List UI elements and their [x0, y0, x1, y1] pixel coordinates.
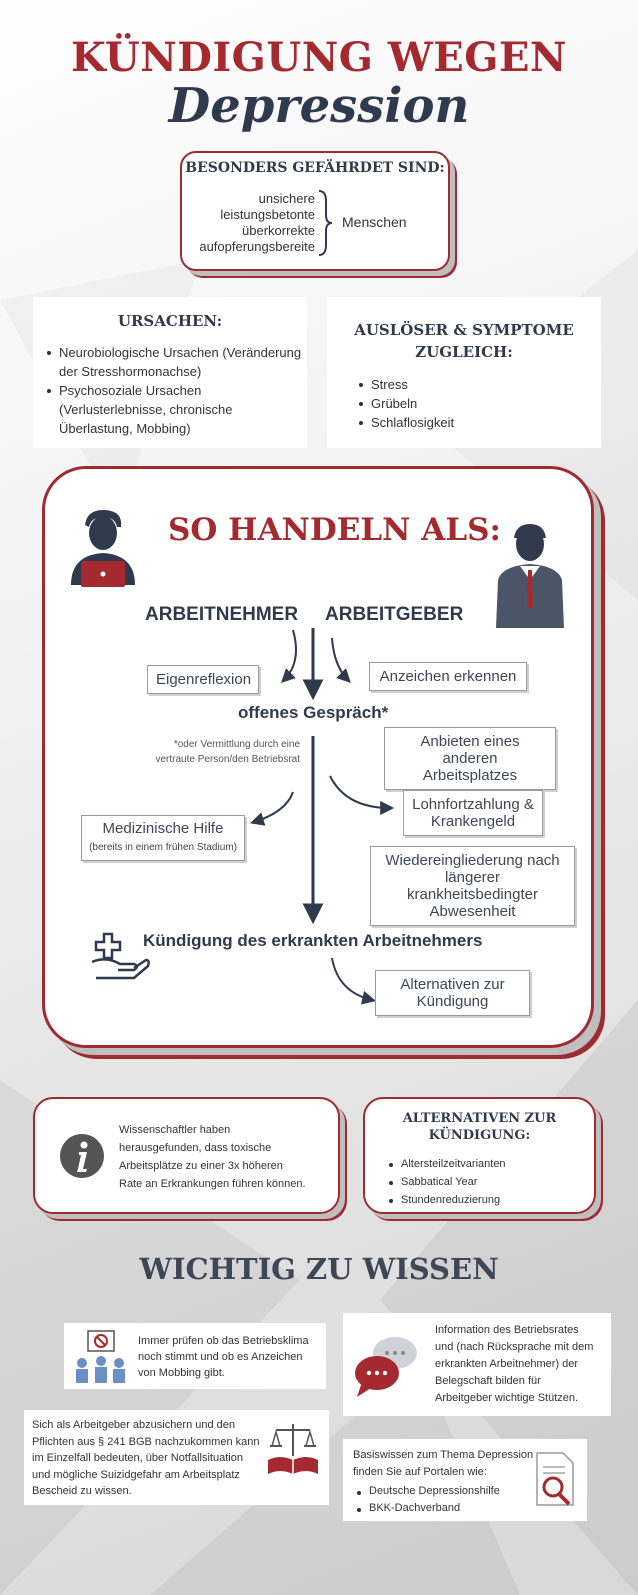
trait: aufopferungsbereite [199, 239, 315, 254]
medical-help-label: Medizinische Hilfe [102, 820, 224, 837]
chat-bubbles-icon [351, 1335, 421, 1399]
wichtig-heading: WICHTIG ZU WISSEN [139, 1252, 499, 1286]
duties-line: im Einzelfall bedeuten, über Notfallsituation [32, 1452, 243, 1464]
info-box [33, 1097, 340, 1214]
climate-text [138, 1333, 309, 1381]
list-item: BKK-Dachverband [355, 1500, 500, 1517]
alternatives-box [363, 1097, 596, 1214]
alternatives-line1: Alternativen zur [400, 976, 505, 993]
climate-line: Immer prüfen ob das Betriebsklima [138, 1335, 309, 1347]
caring-hand-icon [90, 930, 150, 980]
reintegration-line3: Abwesenheit [429, 903, 516, 920]
alternatives-line2: Kündigung [416, 993, 489, 1010]
alternatives-heading-line2: KÜNDIGUNG: [428, 1128, 531, 1143]
council-line: Arbeitgeber wichtige Stützen. [435, 1392, 579, 1404]
info-line: Arbeitsplätze zu einer 3x höheren [119, 1160, 283, 1172]
info-line: Rate an Erkrankungen führen können. [119, 1178, 306, 1190]
council-line: und (nach Rücksprache mit dem [435, 1341, 594, 1353]
council-line: Belegschaft bilden für [435, 1375, 541, 1387]
law-scales-book-icon [264, 1420, 322, 1478]
reintegration-line2: längerer krankheitsbedingter [407, 869, 538, 903]
causes-heading: URSACHEN: [117, 312, 223, 330]
list-item: Psychosoziale Ursachen (Verlusterlebnisse, chronische Überlastung, Mobbing) [45, 381, 303, 438]
info-icon [59, 1133, 105, 1179]
step-medical-help [81, 815, 245, 861]
list-item: Stundenreduzierung [387, 1191, 506, 1209]
at-risk-noun: Menschen [342, 214, 407, 230]
title-line2: Depression [168, 78, 470, 134]
footnote-line2: vertraute Person/den Betriebsrat [155, 754, 300, 765]
info-text [119, 1121, 306, 1193]
basics-line: finden Sie auf Portalen wie: [353, 1466, 487, 1478]
title-line1: KÜNDIGUNG WEGEN [71, 34, 567, 81]
basics-text [353, 1447, 533, 1481]
triggers-heading-line1: AUSLÖSER & SYMPTOME [354, 321, 574, 339]
info-line: herausgefunden, dass toxische [119, 1142, 272, 1154]
employee-label: ARBEITNEHMER [145, 604, 299, 625]
medical-help-note: (bereits in einem frühen Stadium) [89, 842, 237, 853]
sick-pay-line2: Krankengeld [430, 813, 516, 830]
other-job-line1: Anbieten eines anderen [420, 733, 520, 767]
climate-line: von Mobbing gibt. [138, 1367, 225, 1379]
step-termination: Kündigung des erkrankten Arbeitnehmers [143, 931, 483, 950]
step-reintegration [370, 846, 575, 926]
duties-line: Pflichten aus § 241 BGB nachzukommen kann [32, 1435, 260, 1448]
list-item: Grübeln [357, 394, 454, 413]
list-item: Altersteilzeitvarianten [387, 1155, 506, 1173]
step-alternatives [375, 970, 530, 1016]
step-sick-pay [403, 790, 543, 836]
step-other-job [384, 727, 556, 790]
list-item: Schlaflosigkeit [357, 413, 454, 432]
footnote [118, 737, 300, 767]
climate-line: noch stimmt und ob es Anzeichen [138, 1351, 303, 1363]
council-line: erkrankten Arbeitnehmer) der [435, 1358, 579, 1370]
reintegration-line1: Wiedereingliederung nach [385, 852, 560, 869]
alternatives-heading-line1: ALTERNATIVEN ZUR [402, 1111, 557, 1126]
other-job-line2: Arbeitsplatzes [422, 767, 518, 784]
council-text [435, 1322, 593, 1407]
footnote-line1: *oder Vermittlung durch eine [173, 739, 300, 750]
list-item: Deutsche Depressionshilfe [355, 1483, 500, 1500]
protest-sign-icon [72, 1329, 128, 1385]
council-box [343, 1313, 611, 1416]
step-open-talk: offenes Gespräch* [238, 703, 389, 722]
sick-pay-line1: Lohnfortzahlung & [412, 796, 534, 813]
at-risk-heading: BESONDERS GEFÄHRDET SIND: [185, 160, 445, 176]
triggers-heading-line2: ZUGLEICH: [415, 343, 513, 361]
basics-list [355, 1483, 500, 1517]
council-line: Information des Betriebsrates [435, 1324, 579, 1336]
basics-line: Basiswissen zum Thema Depression [353, 1449, 534, 1461]
duties-line: Bescheid zu wissen. [32, 1485, 132, 1497]
list-item: Stress [357, 375, 454, 394]
document-search-icon [533, 1451, 579, 1509]
alternatives-list [387, 1155, 506, 1209]
basics-box [343, 1439, 587, 1521]
duties-line: und mögliche Suizidgefahr am Arbeitsplatz [32, 1468, 240, 1481]
trait: leistungsbetonte [220, 207, 315, 222]
step-recognize-signs: Anzeichen erkennen [369, 662, 527, 691]
duties-text [32, 1417, 259, 1500]
duties-box [24, 1410, 329, 1505]
step-self-reflection: Eigenreflexion [147, 665, 259, 694]
info-line: Wissenschaftler haben [119, 1124, 231, 1136]
list-item: Neurobiologische Ursachen (Veränderung der Stresshormonachse) [45, 343, 303, 381]
employer-label: ARBEITGEBER [325, 604, 464, 625]
duties-line: Sich als Arbeitgeber abzusichern und den [32, 1419, 236, 1431]
trait: unsichere [258, 191, 315, 206]
trait: überkorrekte [242, 223, 315, 238]
list-item: Sabbatical Year [387, 1173, 506, 1191]
climate-box [64, 1323, 326, 1389]
handeln-heading: SO HANDELN ALS: [168, 512, 501, 548]
